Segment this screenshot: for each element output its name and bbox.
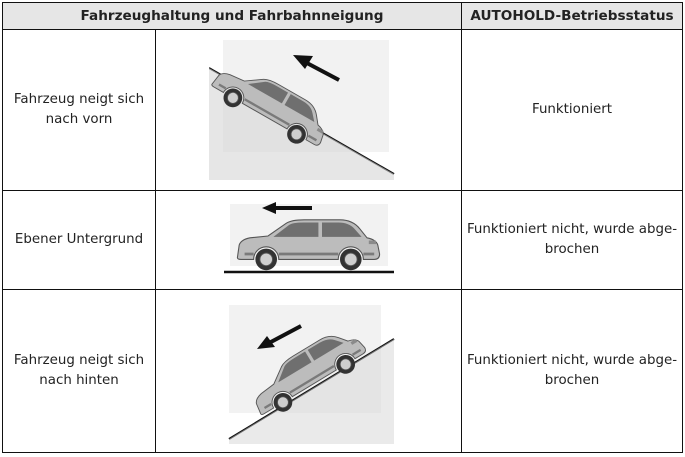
table-row — [3, 30, 683, 191]
header-status: AUTOHOLD-Betriebsstatus — [462, 3, 683, 30]
condition-cell: Fahrzeug neigt sich nach vorn — [3, 30, 156, 191]
illustration-cell — [156, 290, 462, 453]
car-level-icon — [224, 200, 394, 280]
table-row — [3, 290, 683, 453]
car-downhill-icon — [219, 299, 399, 444]
illustration-cell — [156, 30, 462, 191]
header-posture: Fahrzeughaltung und Fahrbahnneigung — [3, 3, 462, 30]
status-cell: Funktioniert nicht, wurde abge-brochen — [462, 290, 683, 453]
status-cell: Funktioniert nicht, wurde abge-brochen — [462, 191, 683, 290]
car-uphill-icon — [209, 40, 409, 180]
status-cell: Funktioniert — [462, 30, 683, 191]
condition-cell: Ebener Untergrund — [3, 191, 156, 290]
condition-cell: Fahrzeug neigt sich nach hinten — [3, 290, 156, 453]
illustration-cell — [156, 191, 462, 290]
table-header-row — [3, 3, 683, 30]
table-row — [3, 191, 683, 290]
autohold-table — [2, 2, 683, 453]
